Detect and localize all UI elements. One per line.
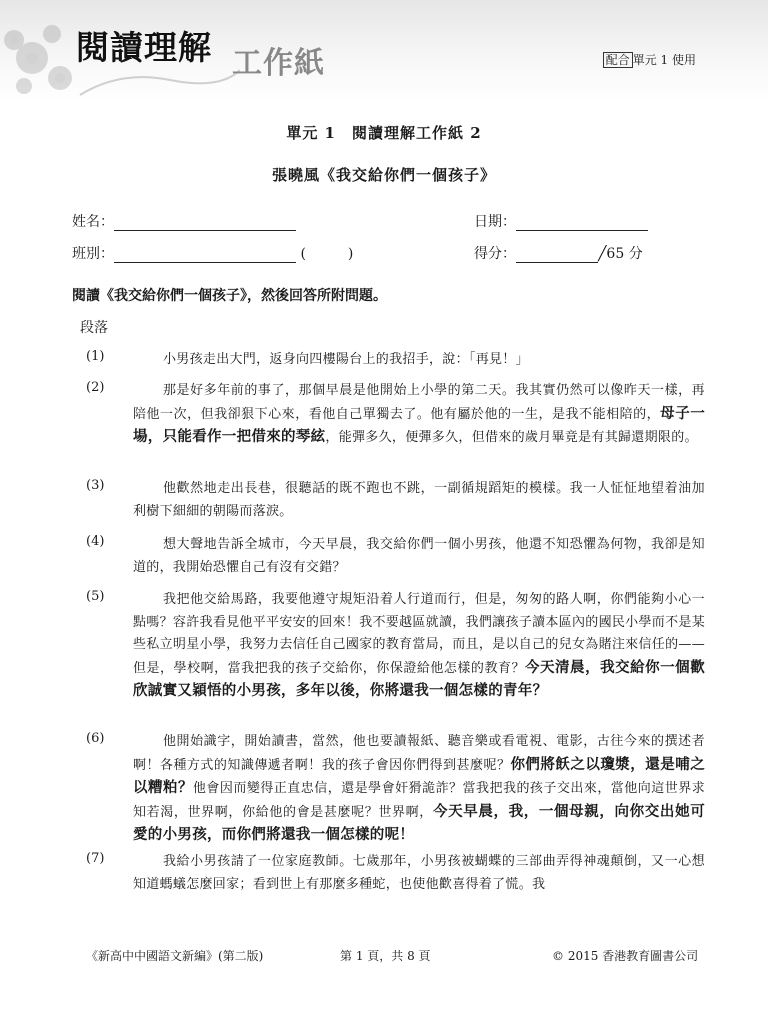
paragraph-number: (6) bbox=[86, 731, 105, 746]
name-field bbox=[72, 211, 296, 231]
class-label: 班別： bbox=[72, 246, 114, 262]
class-input-line[interactable] bbox=[114, 247, 296, 263]
paragraph-text bbox=[133, 534, 705, 579]
footer-copyright: © 2015 香港教育圖書公司 bbox=[552, 949, 699, 963]
banner-title: 閱讀理解 bbox=[76, 28, 212, 67]
date-input-line[interactable] bbox=[516, 215, 648, 231]
paragraph-text bbox=[133, 851, 705, 896]
paragraph-number: (4) bbox=[86, 534, 105, 549]
paragraph-text bbox=[133, 478, 705, 523]
paragraph-text bbox=[133, 380, 705, 450]
emphasized-text: 你們將飫之以瓊漿，還是哺之以糟粕？ bbox=[133, 756, 705, 796]
header-banner bbox=[0, 0, 768, 100]
usage-prefix: 配合 bbox=[603, 52, 633, 68]
unit-title: 單元 1 閱讀理解工作紙 2 bbox=[286, 124, 482, 142]
instruction: 閱讀《我交給你們一個孩子》，然後回答所附問題。 bbox=[72, 288, 387, 304]
text-segment: 他開始識字，開始讀書，當然，他也要讀報紙、聽音樂或看電視、電影，古往今來的撰述者啊！各種方式的知識傳遞者啊！我的孩子會因你們得到甚麼呢？ bbox=[133, 734, 705, 773]
name-input-line[interactable] bbox=[114, 215, 296, 231]
date-label: 日期： bbox=[474, 214, 516, 230]
emphasized-text: 今天早晨，我，一個母親，向你交出她可愛的小男孩，而你們將還我一個怎樣的呢！ bbox=[133, 803, 705, 843]
class-number-bracket: ( ) bbox=[300, 246, 354, 262]
work-title: 張曉風《我交給你們一個孩子》 bbox=[271, 166, 496, 184]
paragraph-number: (5) bbox=[86, 589, 105, 604]
usage-note bbox=[603, 51, 696, 68]
date-field bbox=[474, 211, 648, 231]
score-field bbox=[474, 243, 643, 263]
paragraph-text bbox=[133, 589, 705, 704]
score-input-line[interactable] bbox=[516, 247, 598, 263]
text-segment: 他歡然地走出長巷，很聽話的既不跑也不跳，一副循規蹈矩的模樣。我一人怔怔地望着油加利樹下細細的朝陽而落淚。 bbox=[133, 481, 705, 519]
text-segment: 我給小男孩請了一位家庭教師。七歲那年，小男孩被蝴蝶的三部曲弄得神魂顛倒，又一心想知道螞蟻怎麼回家；看到世上有那麼多種蛇，也使他歡喜得着了慌。我 bbox=[133, 854, 705, 892]
paragraph-number: (3) bbox=[86, 478, 105, 493]
paragraph-heading: 段落 bbox=[80, 320, 108, 336]
paragraph-text bbox=[133, 349, 705, 372]
paragraph-text bbox=[133, 731, 705, 848]
text-segment: 想大聲地告訴全城市，今天早晨，我交給你們一個小男孩，他還不知恐懼為何物，我卻是知道的，我開始恐懼自己有沒有交錯？ bbox=[133, 537, 705, 575]
name-label: 姓名： bbox=[72, 214, 114, 230]
footer-book-title: 《新高中中國語文新編》(第二版) bbox=[86, 949, 264, 963]
paragraph-number: (7) bbox=[86, 851, 105, 866]
emphasized-text: 母子一場，只能看作一把借來的琴絃 bbox=[133, 405, 706, 445]
paragraph-number: (1) bbox=[86, 349, 105, 364]
score-label: 得分： bbox=[474, 246, 516, 262]
paragraph-number: (2) bbox=[86, 380, 105, 395]
score-total: ╱65 分 bbox=[598, 246, 643, 262]
text-segment: 小男孩走出大門，返身向四樓陽台上的我招手，說：「再見！」 bbox=[163, 352, 529, 367]
text-segment: 那是好多年前的事了，那個早晨是他開始上小學的第二天。我其實仍然可以像昨天一樣，再陪他一次，但我卻狠下心來，看他自己單獨去了。他有屬於他的一生，是我不能相陪的， bbox=[133, 383, 705, 422]
emphasized-text: 今天清晨，我交給你一個歡欣誠實又穎悟的小男孩，多年以後，你將還我一個怎樣的青年？ bbox=[133, 659, 705, 699]
text-segment: ，能彈多久，便彈多久，但借來的歲月畢竟是有其歸還期限的。 bbox=[325, 430, 698, 445]
usage-text: 單元 1 使用 bbox=[632, 53, 696, 67]
banner-subtitle: 工作紙 bbox=[232, 46, 325, 81]
text-segment: 他會因而變得正直忠信，還是學會奸猾詭詐？當我把我的孩子交出來，當他向這世界求知若渴，世界啊，你給他的會是甚麼呢？世界啊， bbox=[133, 781, 705, 820]
text-segment: 我把他交給馬路，我要他遵守規矩沿着人行道而行，但是，匆匆的路人啊，你們能夠小心一點嗎？容許我看見他平平安安的回來！我不要越區就讀，我們讓孩子讀本區內的國民小學而不是某些私立明星小學，我努力去信任自己國家的教育當局，而且，是以自己的兒女為賭注來信任的——但是，學校啊，當我把我的孩子交給你，你保證給他怎樣的教育？ bbox=[133, 592, 705, 676]
class-field bbox=[72, 243, 353, 263]
footer-page-number: 第 1 頁，共 8 頁 bbox=[340, 949, 431, 963]
